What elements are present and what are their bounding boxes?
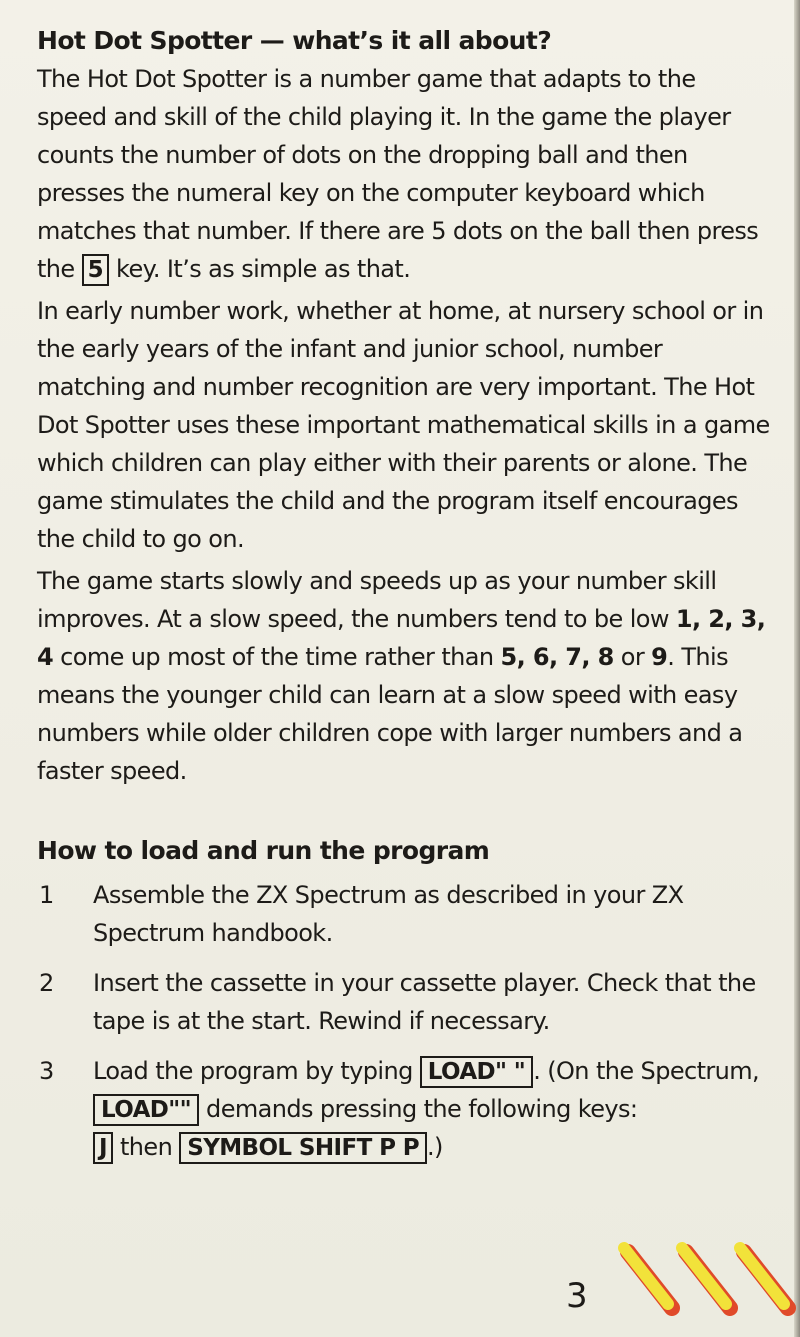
- number-nine: 9: [651, 643, 668, 671]
- step-1: [37, 876, 772, 952]
- step-text: .): [427, 1133, 443, 1161]
- step-number: 1: [39, 881, 54, 909]
- section-heading-about: Hot Dot Spotter — what’s it all about?: [37, 26, 552, 55]
- page-number: 3: [566, 1276, 588, 1316]
- key-symbol-shift-p-p: SYMBOL SHIFT P P: [179, 1132, 427, 1164]
- speed-text-1: The game starts slowly and speeds up as your number skill improves. At a slow speed, the numbers tend to be low: [37, 567, 717, 633]
- step-text: Insert the cassette in your cassette player. Check that the tape is at the start. Rewind if necessary.: [93, 969, 756, 1035]
- intro-text: The Hot Dot Spotter is a number game that adapts to the speed and skill of the child playing it. In the game the player counts the number of dots on the dropping ball and then presses the numeral key on the computer keyboard which matches that number. If there are 5 dots on the ball then press the: [37, 65, 759, 283]
- key-5: 5: [82, 254, 109, 286]
- step-text: then: [112, 1133, 180, 1161]
- speed-text-3: or: [613, 643, 652, 671]
- key-j: J: [93, 1132, 113, 1164]
- step-text: Assemble the ZX Spectrum as described in your ZX Spectrum handbook.: [93, 881, 684, 947]
- high-numbers: 5, 6, 7, 8: [500, 643, 614, 671]
- stripe-2: [682, 1248, 730, 1308]
- step-2: [37, 964, 772, 1040]
- load-steps-list: [37, 876, 772, 1166]
- intro-text-end: key. It’s as simple as that.: [109, 255, 411, 283]
- step-number: 3: [39, 1057, 54, 1085]
- stripe-1: [624, 1248, 672, 1308]
- stripe-3: [740, 1248, 788, 1308]
- document-content: [37, 22, 772, 1178]
- step-text: demands pressing the following keys:: [199, 1095, 638, 1123]
- page-edge-shadow: [794, 0, 800, 1337]
- paragraph-intro: [37, 60, 772, 288]
- low-numbers: 1, 2, 3, 4: [37, 605, 766, 671]
- paragraph-game-speed: [37, 562, 772, 790]
- key-load: LOAD" ": [420, 1056, 533, 1088]
- decorative-stripes-icon: [610, 1230, 800, 1330]
- step-text: . (On the Spectrum,: [533, 1057, 760, 1085]
- step-text: Load the program by typing: [93, 1057, 420, 1085]
- step-number: 2: [39, 969, 54, 997]
- paragraph-early-number-work: In early number work, whether at home, at nursery school or in the early years of the infant and junior school, number matching and number recognition are very important. The Hot Dot Spotter uses these important mathematical skills in a game which children can play either with their parents or alone. The game stimulates the child and the program itself encourages the child to go on.: [37, 297, 770, 553]
- step-3: [37, 1052, 772, 1166]
- speed-text-4: . This means the younger child can learn at a slow speed with easy numbers while older children cope with larger numbers and a faster speed.: [37, 643, 743, 785]
- key-load-alt: LOAD"": [93, 1094, 199, 1126]
- speed-text-2: come up most of the time rather than: [53, 643, 501, 671]
- section-heading-load: How to load and run the program: [37, 836, 490, 865]
